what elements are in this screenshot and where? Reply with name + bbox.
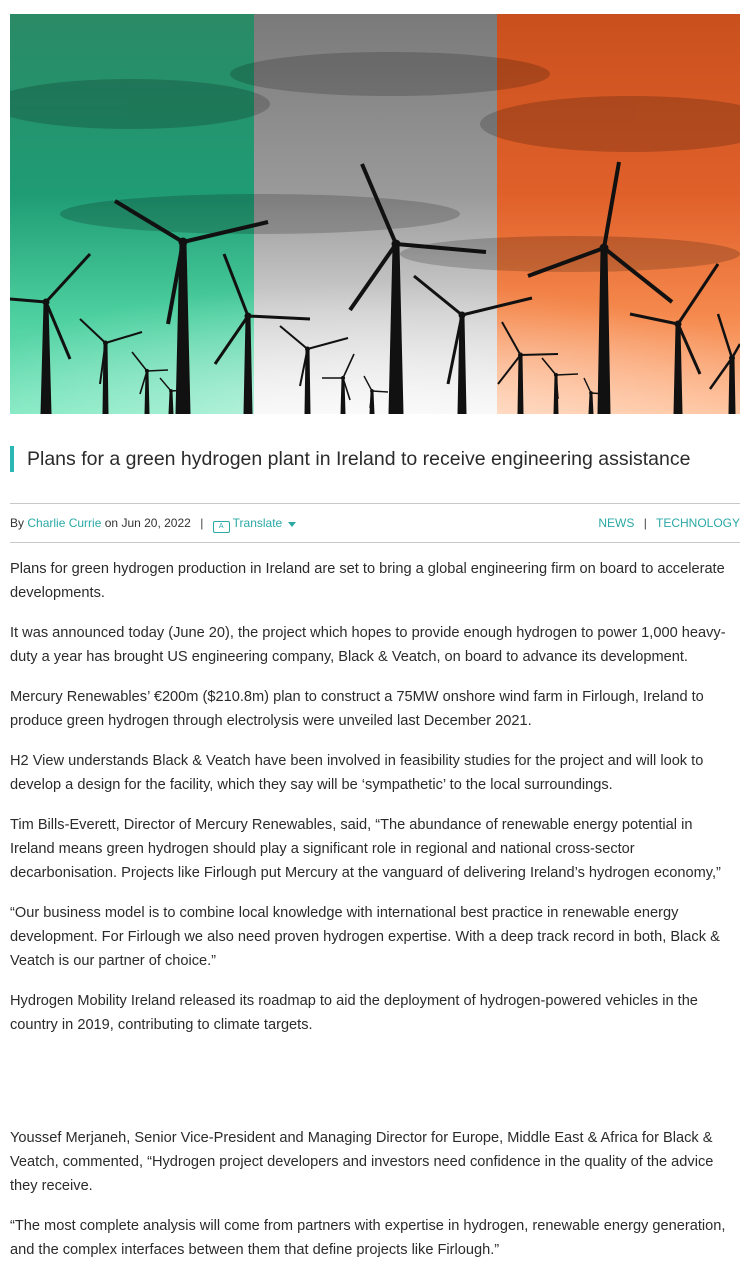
category-news-link[interactable]: NEWS — [598, 516, 635, 530]
publish-date: Jun 20, 2022 — [121, 516, 191, 530]
chevron-down-icon — [288, 522, 296, 527]
by-label: By — [10, 516, 25, 530]
paragraph-8: Youssef Merjaneh, Senior Vice-President and Managing Director for Europe, Middle East & Africa for Black & Veatch, commented, “Hydrogen project developers and investors need confidence in the quality of the advice they receive. — [10, 1130, 714, 1194]
paragraph-6: “Our business model is to combine local knowledge with international best practice in renewable energy development. For Firlough we also need proven hydrogen expertise. With a deep track record in both, Black & Veatch is our partner of choice.” — [10, 905, 720, 969]
author-link[interactable]: Charlie Currie — [27, 516, 102, 530]
article-title-block — [10, 446, 744, 472]
paragraph-3: Mercury Renewables’ €200m ($210.8m) plan to construct a 75MW onshore wind farm in Firlough, Ireland to produce green hydrogen through electrolysis were unveiled last December 2021. — [10, 689, 704, 729]
byline-separator: | — [200, 516, 204, 530]
hero-image — [10, 14, 740, 414]
category-links — [598, 504, 740, 542]
paragraph-1: Plans for green hydrogen production in Ireland are set to bring a global engineering firm on board to accelerate developments. — [10, 561, 725, 601]
category-technology-link[interactable]: TECHNOLOGY — [655, 516, 740, 530]
translate-icon: A — [213, 521, 230, 533]
article-title: Plans for a green hydrogen plant in Ireland to receive engineering assistance — [27, 448, 691, 470]
on-label: on — [104, 516, 119, 530]
wind-turbines-flag-image — [10, 14, 740, 414]
paragraph-4: H2 View understands Black & Veatch have been involved in feasibility studies for the project and will look to develop a design for the facility, which they say will be ‘sympathetic’ to the local surroundings. — [10, 753, 704, 793]
paragraph-2: It was announced today (June 20), the project which hopes to provide enough hydrogen to power 1,000 heavy-duty a year has brought US engineering company, Black & Veatch, on board to advance its development. — [10, 625, 726, 665]
paragraph-9: “The most complete analysis will come from partners with expertise in hydrogen, renewable energy generation, and the complex interfaces between them that define projects like Firlough.” — [10, 1218, 726, 1258]
translate-dropdown[interactable] — [213, 516, 297, 530]
byline — [10, 504, 296, 542]
article-meta-bar — [10, 503, 740, 543]
category-separator: | — [643, 516, 647, 530]
translate-label: Translate — [232, 516, 283, 530]
paragraph-7: Hydrogen Mobility Ireland released its roadmap to aid the deployment of hydrogen-powered vehicles in the country in 2019, contributing to climate targets. — [10, 993, 698, 1033]
paragraph-5: Tim Bills-Everett, Director of Mercury Renewables, said, “The abundance of renewable energy potential in Ireland means green hydrogen should play a significant role in regional and national cross-sector decarbonisation. Projects like Firlough put Mercury at the vanguard of delivering Ireland’s hydrogen economy,” — [10, 817, 721, 881]
